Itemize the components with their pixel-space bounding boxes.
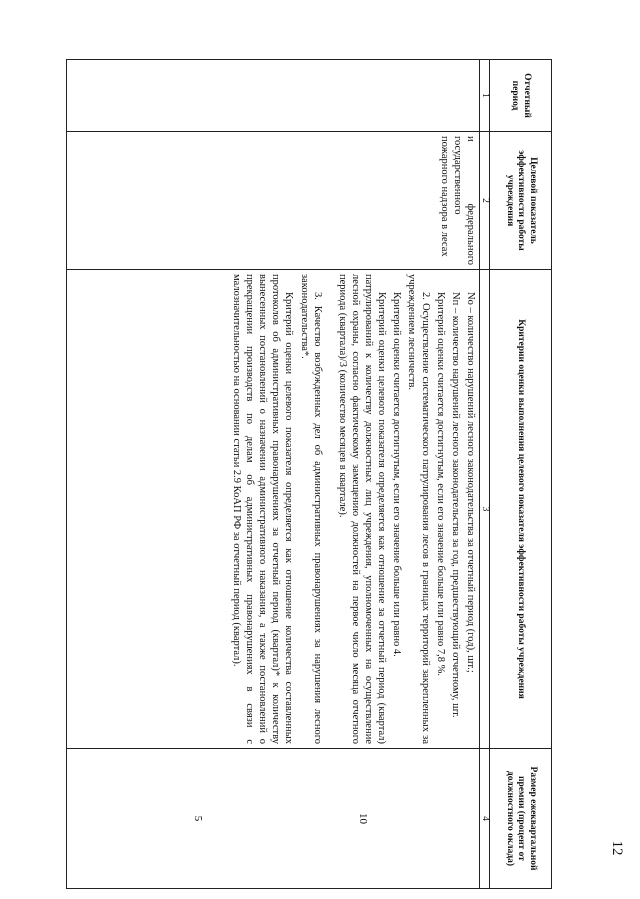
indicator-cell xyxy=(67,132,480,270)
column-number: 3 xyxy=(480,270,490,749)
page-number: 12 xyxy=(609,840,625,856)
criteria-paragraph: Критерий оценки целевого показателя определяется как отношение за отчетный период (квартал) патрулирований к количеству должностных лиц учреждения, уполномоченных на осуществление лесной охраны, согласно фактическому замещению должностей на первое число месяца отчетного периода (квартала)/3 (количество месяцев в квартале). xyxy=(336,274,388,744)
column-number: 4 xyxy=(480,749,490,889)
criteria-table xyxy=(66,59,552,889)
header-indicator: Целевой показатель эффективности работы учреждения xyxy=(490,132,552,270)
premium-value: 10 xyxy=(357,813,369,824)
criteria-paragraph: Критерий оценки считается достигнутым, если его значение больше или равно 7,8 %. xyxy=(434,292,446,676)
criteria-paragraph: 2. Осуществление систематического патрулирования лесов в границах территорий закрепленных за учреждением лесничеств. xyxy=(406,274,431,744)
column-number-row xyxy=(480,60,490,889)
criteria-paragraph: Критерий оценки целевого показателя определяется как отношение количества составленных протоколов об административных правонарушениях за отчетный период (квартал)* к количеству вынесенных постановлений о назначении административного наказания, а также постановлений о прекращении производств по делам об административных правонарушениях в связи с малозначительностью на основании статьи 2.9 КоАП РФ за отчетный период (квартал). xyxy=(231,274,295,744)
column-number: 1 xyxy=(480,60,490,132)
period-cell xyxy=(67,60,480,132)
indicator-text: и федерального государственного пожарного надзора в лесах xyxy=(438,136,476,265)
criteria-paragraph: Nо – количество нарушений лесного законодательства за отчетный период (год), шт.; xyxy=(465,292,476,673)
header-premium: Размер ежеквартальной премии (процент от должностного оклада) xyxy=(490,749,552,889)
premium-value: 5 xyxy=(192,815,204,822)
table-row xyxy=(67,60,480,889)
header-period: Отчетный период xyxy=(490,60,552,132)
premium-cell xyxy=(67,749,480,889)
column-number: 2 xyxy=(480,132,490,270)
criteria-cell xyxy=(67,270,480,749)
header-criteria: Критерии оценки выполнения целевого показателя эффективности работы учреждения xyxy=(490,270,552,749)
criteria-table-container xyxy=(66,59,552,888)
criteria-paragraph: Критерий оценки считается достигнутым, если его значение больше или равно 4. xyxy=(391,292,403,657)
table-header-row xyxy=(490,60,552,889)
criteria-paragraph: 3. Качество возбужденных дел об административных правонарушениях за нарушения лесного законодательства*. xyxy=(298,274,323,744)
criteria-paragraph: Nп – количество нарушений лесного законодательства за год, предшествующий отчетному, шт. xyxy=(449,292,461,718)
